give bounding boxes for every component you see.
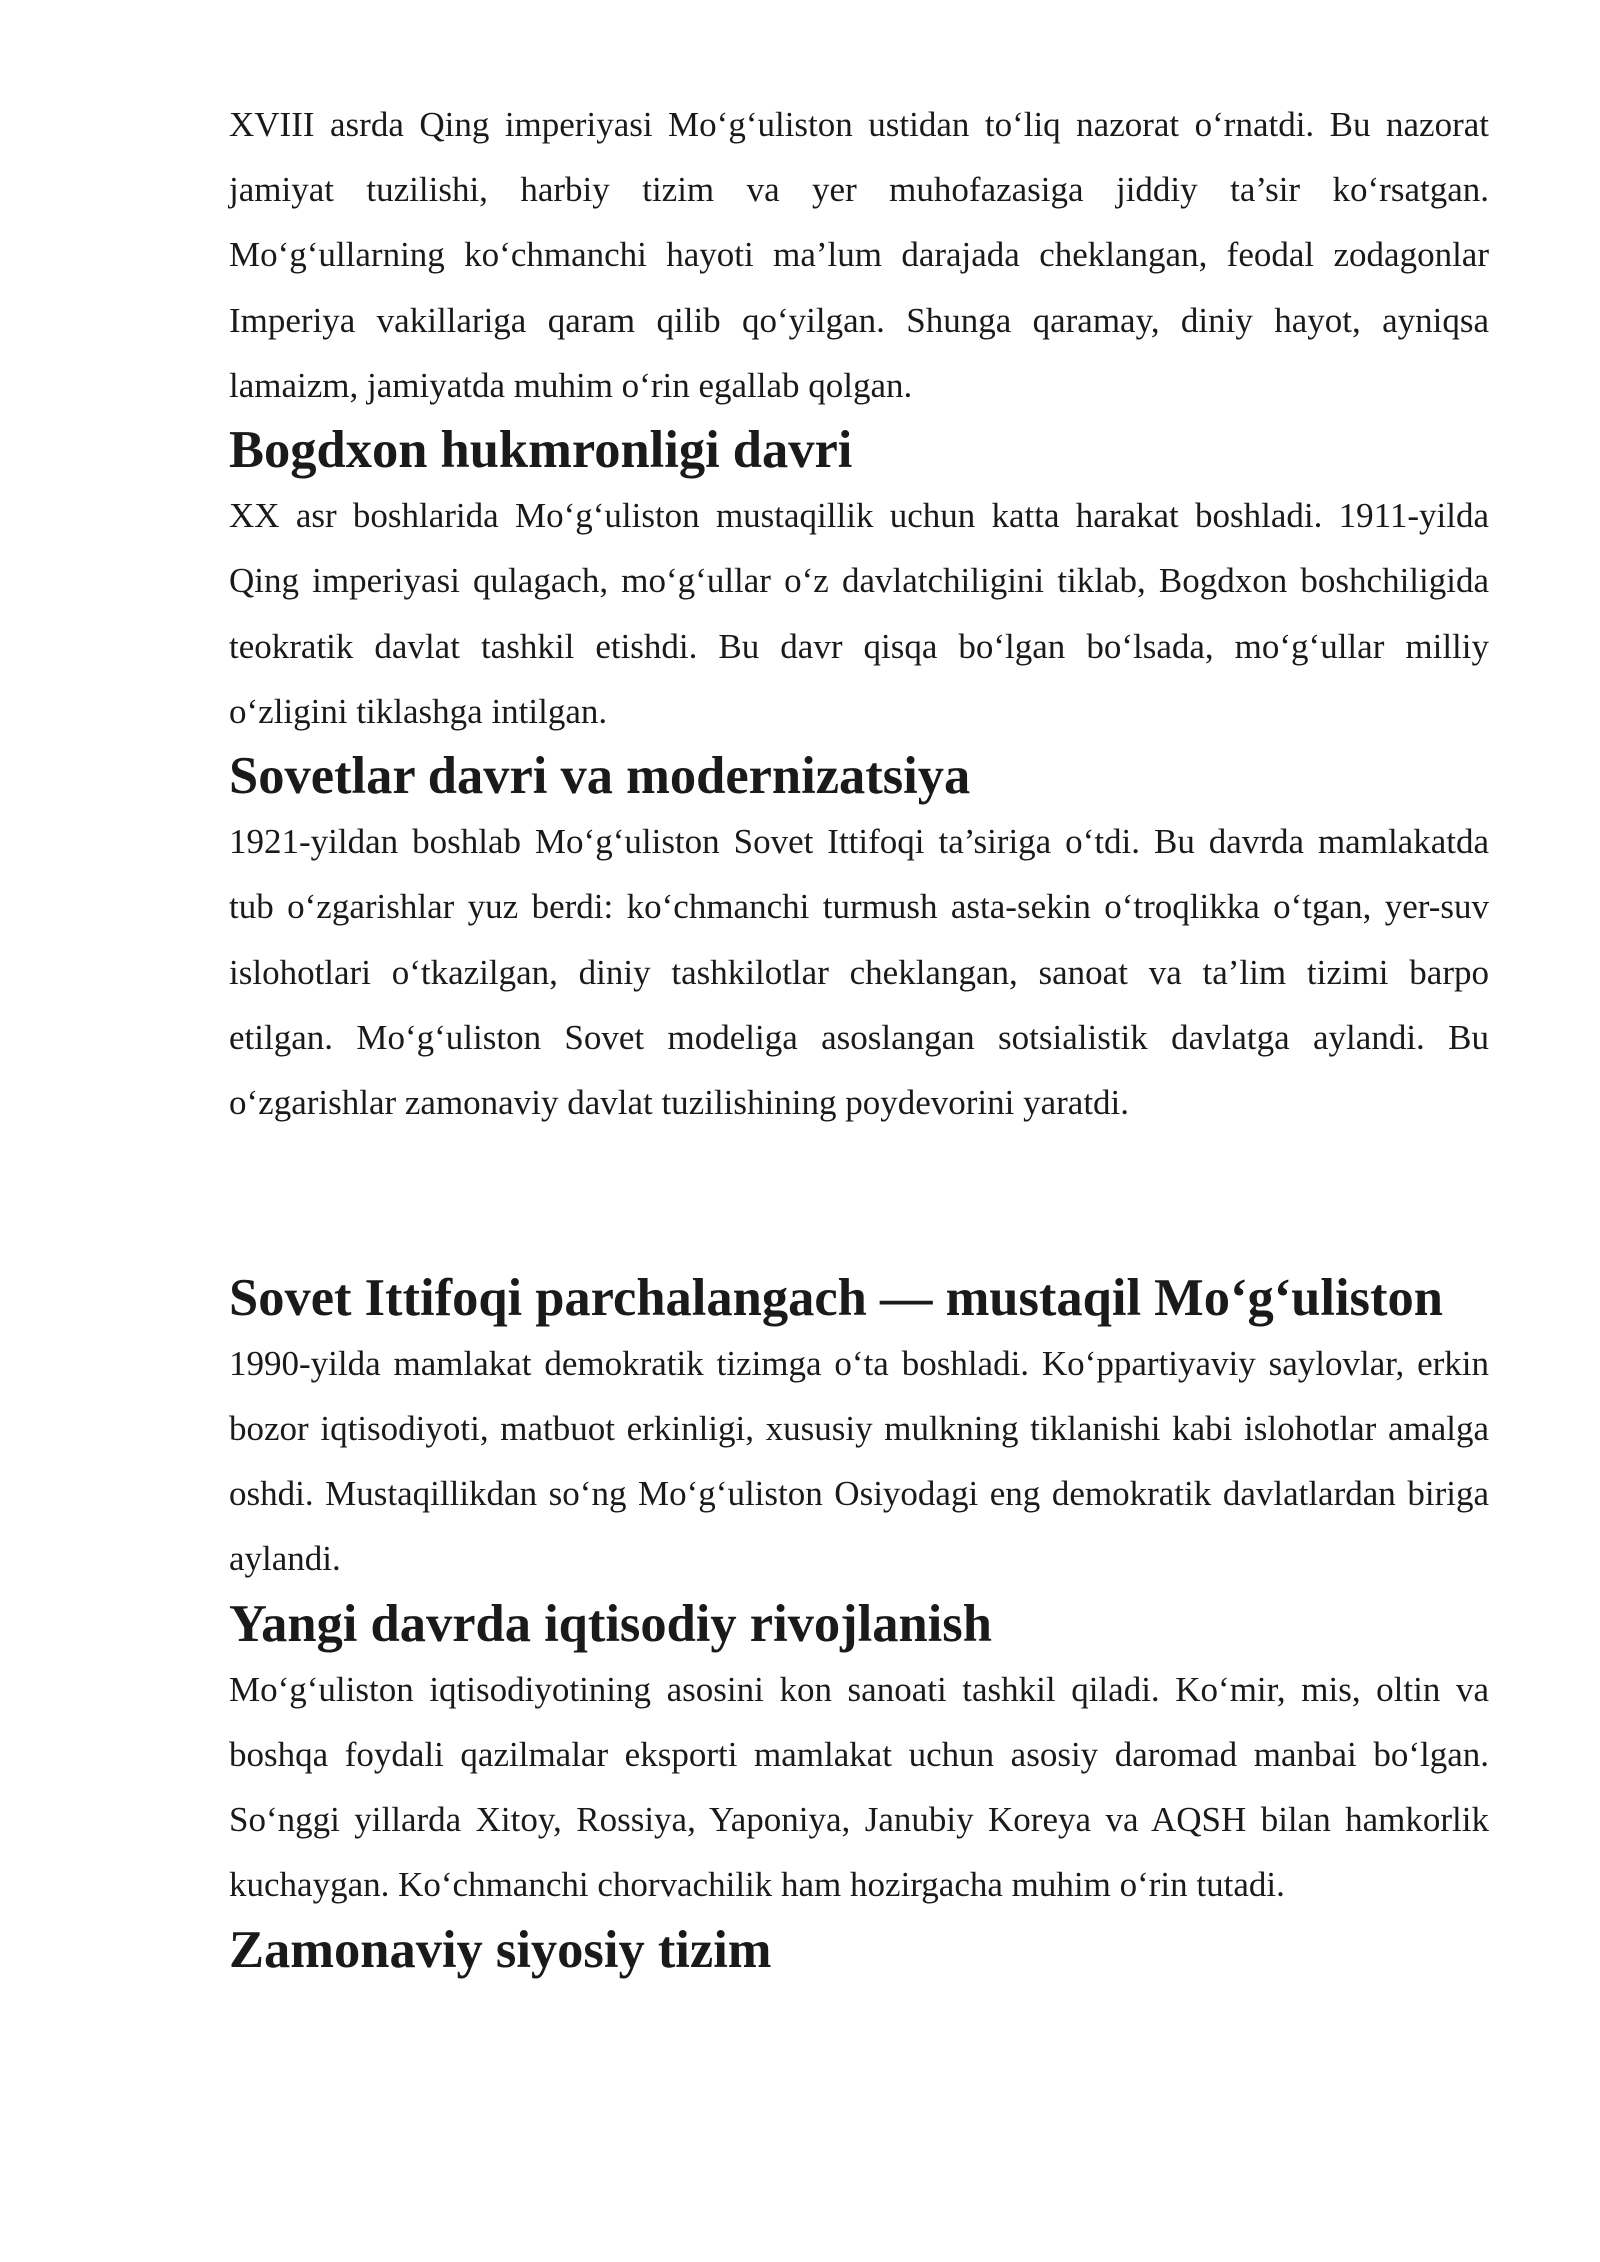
- paragraph-independent-mongolia: 1990-yilda mamlakat demokratik tizimga o‘ta boshladi. Ko‘ppartiyaviy saylovlar, erkin bozor iqtisodiyoti, matbuot erkinligi, xususiy mulkning tiklanishi kabi islohotlar amalga oshdi. Mustaqillikdan so‘ng Mo‘g‘uliston Osiyodagi eng demokratik davlatlardan biriga aylandi.: [229, 1343, 1489, 1579]
- paragraph-bogdxon-era: XX asr boshlarida Mo‘g‘uliston mustaqillik uchun katta harakat boshladi. 1911-yilda Qing imperiyasi qulagach, mo‘g‘ullar o‘z davlatchiligini tiklab, Bogdxon boshchiligida teokratik davlat tashkil etishdi. Bu davr qisqa bo‘lgan bo‘lsada, mo‘g‘ullar milliy o‘zligini tiklashga intilgan.: [229, 496, 1489, 731]
- heading-bogdxon-era: Bogdxon hukmronligi davri: [229, 421, 853, 480]
- section-gap: [229, 1135, 1489, 1265]
- heading-soviet-era: Sovetlar davri va modernizatsiya: [229, 747, 971, 806]
- paragraph-qing-control: XVIII asrda Qing imperiyasi Mo‘g‘uliston ustidan to‘liq nazorat o‘rnatdi. Bu nazorat jamiyat tuzilishi, harbiy tizim va yer muhofazasiga jiddiy ta’sir ko‘rsatgan. Mo‘g‘ullarning ko‘chmanchi hayoti ma’lum darajada cheklangan, feodal zodagonlar Imperiya vakillariga qaram qilib qo‘yilgan. Shunga qaramay, diniy hayot, ayniqsa lamaizm, jamiyatda muhim o‘rin egallab qolgan.: [229, 105, 1489, 405]
- heading-economic-development: Yangi davrda iqtisodiy rivojlanish: [229, 1594, 992, 1653]
- heading-independent-mongolia: Sovet Ittifoqi parchalangach — mustaqil Mo‘g‘uliston: [229, 1268, 1443, 1327]
- heading-political-system: Zamonaviy siyosiy tizim: [229, 1920, 772, 1979]
- paragraph-economic-development: Mo‘g‘uliston iqtisodiyotining asosini kon sanoati tashkil qiladi. Ko‘mir, mis, oltin va boshqa foydali qazilmalar eksporti mamlakat uchun asosiy daromad manbai bo‘lgan. So‘nggi yillarda Xitoy, Rossiya, Yaponiya, Janubiy Koreya va AQSH bilan hamkorlik kuchaygan. Ko‘chmanchi chorvachilik ham hozirgacha muhim o‘rin tutadi.: [229, 1669, 1489, 1905]
- document-page: [229, 92, 1489, 1983]
- paragraph-soviet-era: 1921-yildan boshlab Mo‘g‘uliston Sovet Ittifoqi ta’siriga o‘tdi. Bu davrda mamlakatda tub o‘zgarishlar yuz berdi: ko‘chmanchi turmush asta-sekin o‘troqlikka o‘tgan, yer-suv islohotlari o‘tkazilgan, diniy tashkilotlar cheklangan, sanoat va ta’lim tizimi barpo etilgan. Mo‘g‘uliston Sovet modeliga asoslangan sotsialistik davlatga aylandi. Bu o‘zgarishlar zamonaviy davlat tuzilishining poydevorini yaratdi.: [229, 822, 1489, 1123]
